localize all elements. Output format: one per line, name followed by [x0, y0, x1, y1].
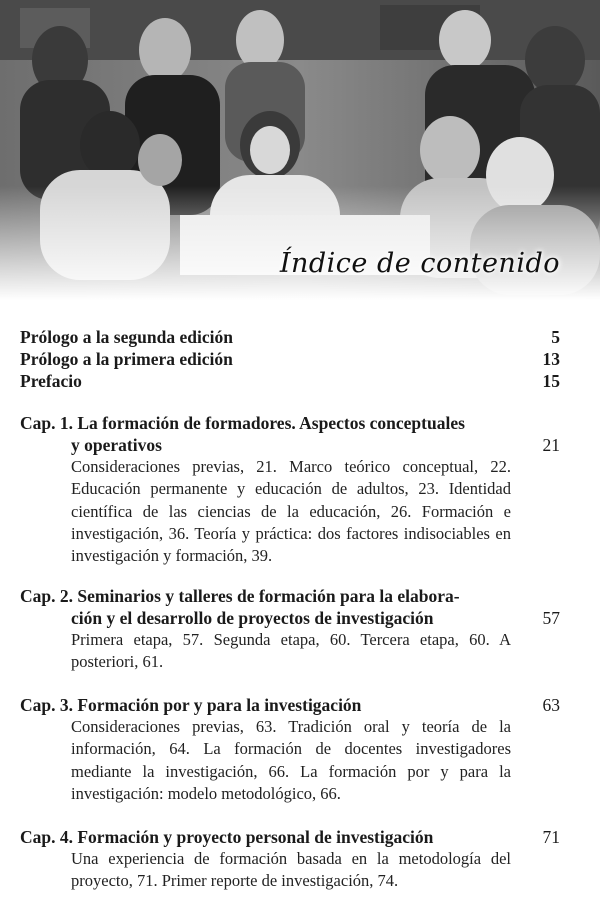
- chapter-title: Cap. 1. La formación de formadores. Aspectos conceptuales: [20, 413, 465, 433]
- toc-entry-page: 5: [551, 327, 560, 347]
- chapter-entry: [20, 826, 560, 893]
- chapter-entry: [20, 412, 560, 567]
- chapter-entry: [20, 585, 560, 674]
- chapter-description: Consideraciones previas, 63. Tradición oral y teoría de la información, 64. La formación de docentes investigadores mediante la investigación, 66. La formación por y para la investigación: modelo metodológico, 66.: [71, 717, 511, 803]
- toc-entry-page: 15: [542, 371, 560, 391]
- toc-entry: [20, 348, 560, 370]
- chapter-title: Cap. 2. Seminarios y talleres de formación para la elabora-: [20, 586, 460, 606]
- chapter-title-continued: y operativos: [71, 435, 162, 455]
- chapter-description: Una experiencia de formación basada en la metodología del proyecto, 71. Primer reporte de investigación, 74.: [71, 849, 511, 891]
- chapter-title-continued: ción y el desarrollo de proyectos de investigación: [71, 608, 434, 628]
- chapter-description: Consideraciones previas, 21. Marco teórico conceptual, 22. Educación permanente y educación de adultos, 23. Identidad científica de las ciencias de la educación, 26. Formación e investigación, 36. Teoría y práctica: dos factores indisociables en investigación y formación, 39.: [71, 457, 511, 566]
- chapter-page: 21: [542, 435, 560, 455]
- toc-entry-label: Prólogo a la segunda edición: [20, 327, 233, 347]
- chapter-title: Cap. 3. Formación por y para la investigación: [20, 695, 362, 715]
- toc-entry: [20, 370, 560, 392]
- chapter-page: 63: [542, 695, 560, 715]
- chapter-page: 57: [542, 608, 560, 628]
- toc-entry: [20, 326, 560, 348]
- chapter-title: Cap. 4. Formación y proyecto personal de investigación: [20, 827, 434, 847]
- page-title: Índice de contenido: [279, 248, 560, 279]
- toc-entry-page: 13: [542, 349, 560, 369]
- chapter-page: 71: [542, 827, 560, 847]
- chapter-entry: [20, 694, 560, 805]
- chapter-description: Primera etapa, 57. Segunda etapa, 60. Tercera etapa, 60. A posteriori, 61.: [71, 630, 511, 672]
- toc-entry-label: Prefacio: [20, 371, 82, 391]
- toc-entry-label: Prólogo a la primera edición: [20, 349, 233, 369]
